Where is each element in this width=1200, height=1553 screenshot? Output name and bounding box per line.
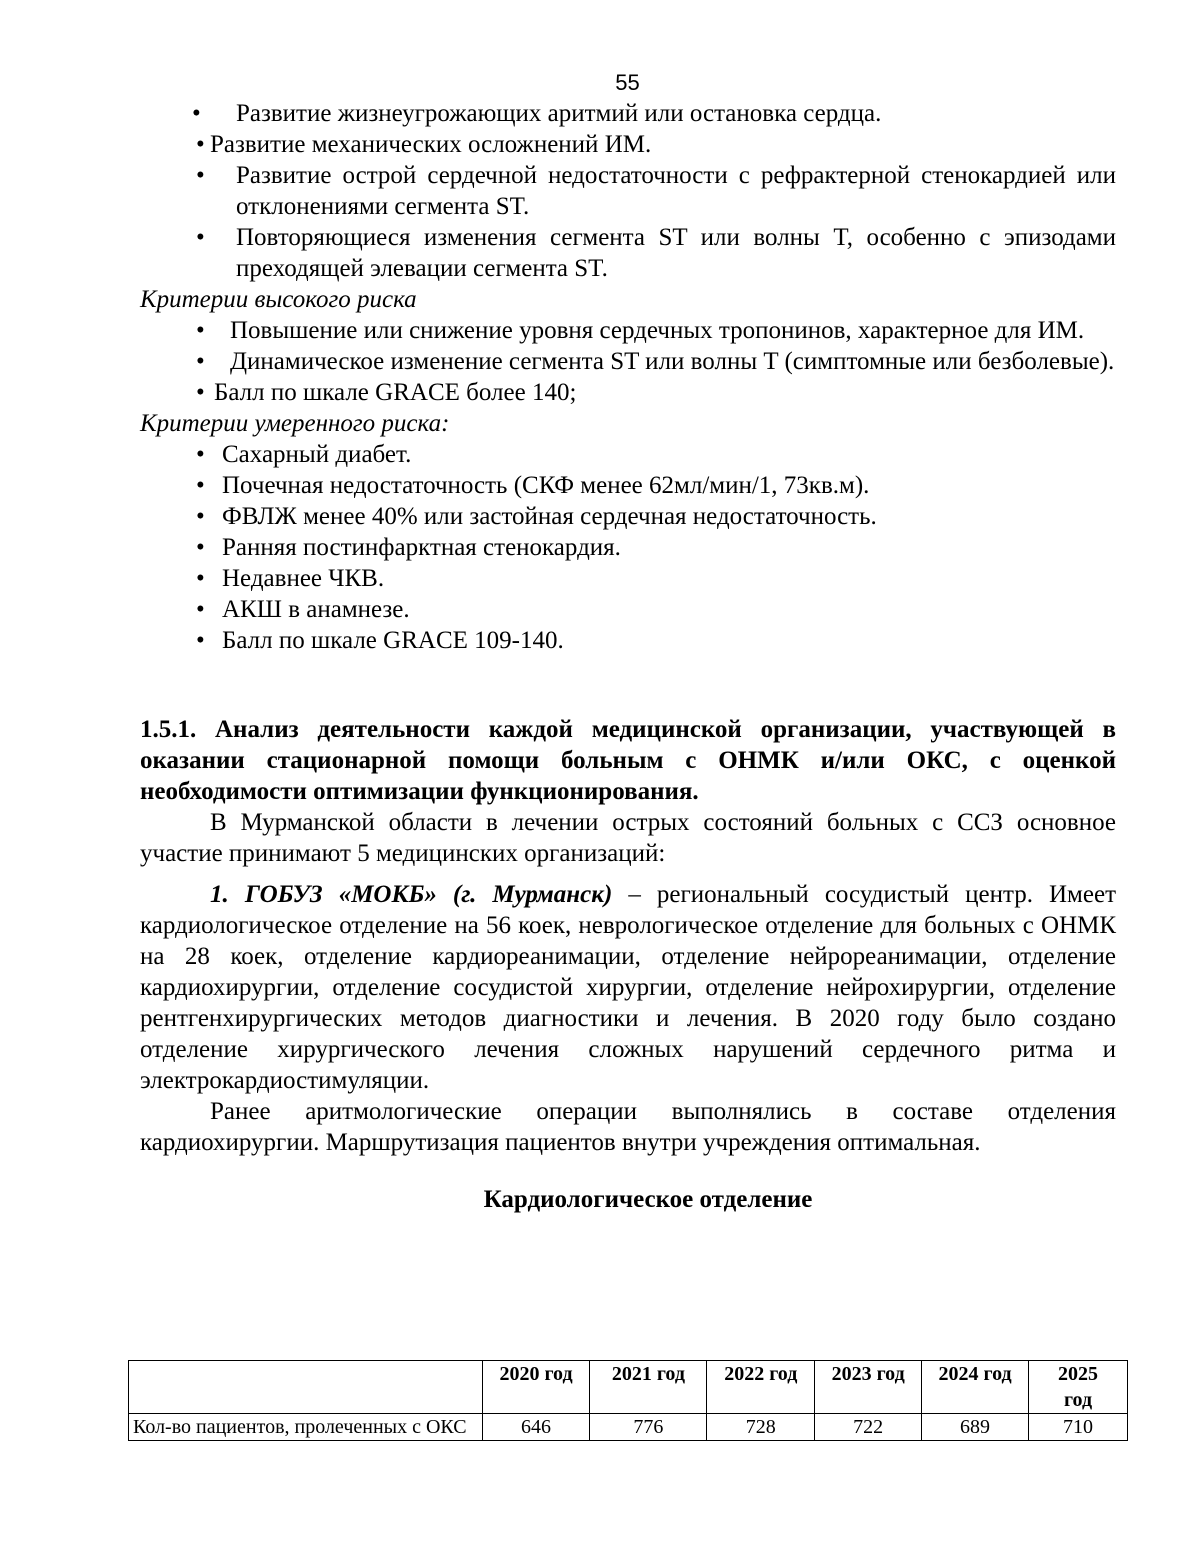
header-cell: 2020 год (482, 1361, 590, 1414)
list-item: • Сахарный диабет. (196, 441, 412, 468)
table-cell: 710 (1029, 1414, 1128, 1441)
list-item: • Ранняя постинфарктная стенокардия. (196, 534, 621, 561)
list-item: • ФВЛЖ менее 40% или застойная сердечная недостаточность. (196, 503, 877, 530)
list-item: • Балл по шкале GRACE более 140; (196, 379, 577, 406)
bullet-icon: • (196, 534, 205, 561)
bullet-icon: • (196, 224, 205, 251)
list-item: • Недавнее ЧКВ. (196, 565, 385, 592)
list-item: • Развитие острой сердечной недостаточности с рефрактерной стенокардией или отклонениями сегмента ST. (196, 162, 1116, 220)
list-item: • Балл по шкале GRACE 109-140. (196, 627, 564, 654)
bullet-icon: • (196, 317, 205, 344)
org-paragraph (140, 879, 1116, 1096)
table-cell: 728 (707, 1414, 815, 1441)
bullet-icon: • (192, 100, 201, 127)
header-cell: 2023 год (815, 1361, 922, 1414)
page-number: 55 (615, 70, 640, 95)
list-item: • АКШ в анамнезе. (196, 596, 410, 623)
table-cell: 776 (590, 1414, 707, 1441)
header-cell: 2021 год (590, 1361, 707, 1414)
bullet-icon: • (196, 565, 205, 592)
org-text: – региональный сосудистый центр. Имеет кардиологическое отделение на 56 коек, неврологическое отделение для больных с ОНМК на 28 коек, отделение кардиореанимации, отделение нейрореанимации, отделение кардиохирургии, отделение сосудистой хирургии, отделение нейрохирургии, отделение рентгенхирургических методов диагностики и лечения. В 2020 году было создано отделение хирургического лечения сложных нарушений сердечного ритма и электрокардиостимуляции. (140, 881, 1116, 1094)
cardiology-table (128, 1360, 1128, 1441)
org-name: 1. ГОБУЗ «МОКБ» (г. Мурманск) (210, 881, 613, 908)
table-cell: 646 (482, 1414, 590, 1441)
bullet-icon: • (196, 596, 205, 623)
table-cell: 722 (815, 1414, 922, 1441)
list-item: • Динамическое изменение сегмента ST или волны T (симптомные или безболевые). (196, 348, 1115, 375)
bullet-icon: • (196, 441, 205, 468)
header-cell: 2025 год (1029, 1361, 1128, 1414)
header-cell: 2022 год (707, 1361, 815, 1414)
bullet-icon: • (196, 131, 205, 158)
header-cell: 2024 год (922, 1361, 1029, 1414)
header-cell (129, 1361, 483, 1414)
list-item: • Развитие жизнеугрожающих аритмий или остановка сердца. (192, 100, 882, 127)
list-item: • Развитие механических осложнений ИМ. (196, 131, 652, 158)
bullet-icon: • (196, 472, 205, 499)
list-item: • Почечная недостаточность (СКФ менее 62мл/мин/1, 73кв.м). (196, 472, 870, 499)
moderate-risk-title: Критерии умеренного риска: (140, 410, 450, 437)
section-heading: 1.5.1. Анализ деятельности каждой медицинской организации, участвующей в оказании стационарной помощи больным с ОНМК и/или ОКС, с оценкой необходимости оптимизации функционирования. (140, 716, 1116, 805)
table-cell: 689 (922, 1414, 1029, 1441)
bullet-icon: • (196, 627, 205, 654)
row-label: Кол-во пациентов, пролеченных с ОКС (129, 1414, 483, 1441)
bullet-icon: • (196, 348, 205, 375)
bullet-icon: • (196, 503, 205, 530)
list-item: • Повторяющиеся изменения сегмента ST или волны T, особенно с эпизодами преходящей элевации сегмента ST. (196, 224, 1116, 282)
bullet-icon: • (196, 379, 205, 406)
list-item: • Повышение или снижение уровня сердечных тропонинов, характерное для ИМ. (196, 317, 1085, 344)
table-title: Кардиологическое отделение (483, 1186, 813, 1213)
table-header-row (129, 1361, 1128, 1414)
table-row (129, 1414, 1128, 1441)
paragraph: Ранее аритмологические операции выполнялись в составе отделения кардиохирургии. Маршрутизация пациентов внутри учреждения оптимальная. (140, 1098, 1116, 1156)
page-content (140, 98, 1116, 1215)
section-intro: В Мурманской области в лечении острых состояний больных с ССЗ основное участие принимают 5 медицинских организаций: (140, 809, 1116, 867)
high-risk-title: Критерии высокого риска (140, 286, 417, 313)
bullet-icon: • (196, 162, 205, 189)
